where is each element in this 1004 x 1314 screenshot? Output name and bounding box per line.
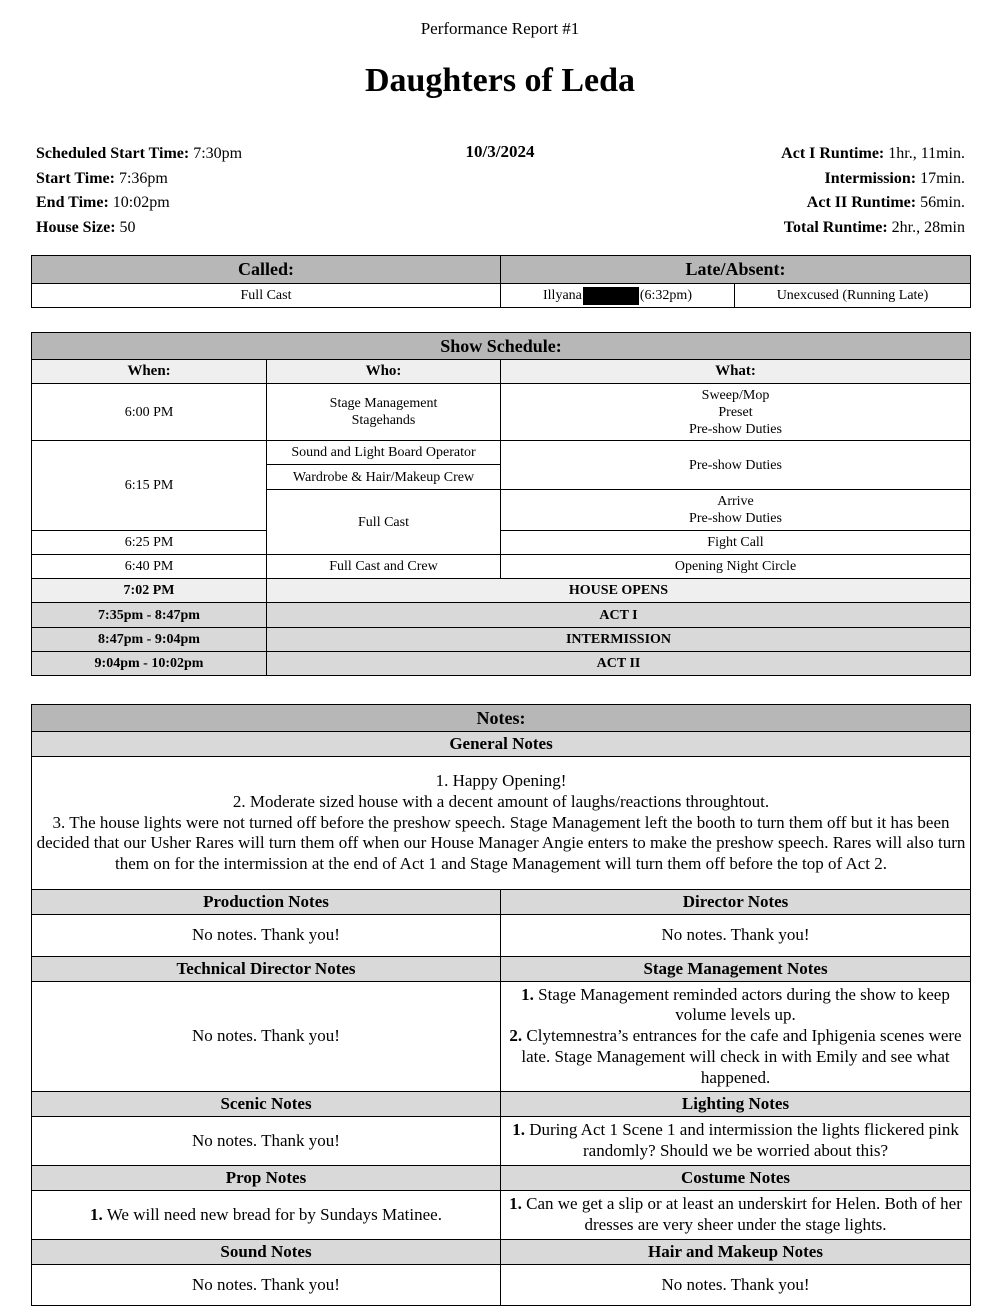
house-size-row: House Size: 50 <box>36 218 136 236</box>
schedule-when: 6:15 PM <box>32 441 267 531</box>
table-row <box>32 441 971 465</box>
schedule-event: ACT I <box>267 603 971 628</box>
costume-notes-header: Costume Notes <box>501 1166 971 1191</box>
start-time-row: Start Time: 7:36pm <box>36 169 168 187</box>
schedule-who: Stage Management Stagehands <box>267 384 501 441</box>
called-header: Called: <box>32 256 501 284</box>
act2-runtime-row: Act II Runtime: 56min. <box>806 194 965 211</box>
table-row <box>32 531 971 555</box>
director-notes-body: No notes. Thank you! <box>501 915 971 957</box>
act1-runtime-row: Act I Runtime: 1hr., 11min. <box>781 145 965 162</box>
runtime-info-right <box>781 142 965 240</box>
general-note: 2. Moderate sized house with a decent amount of laughs/reactions throughtout. <box>232 791 770 811</box>
technical-notes-body: No notes. Thank you! <box>32 982 501 1092</box>
general-notes-body <box>32 757 971 890</box>
general-notes-row <box>32 757 971 890</box>
scheduled-start-row: Scheduled Start Time: 7:30pm <box>36 145 243 162</box>
schedule-what: Opening Night Circle <box>501 555 971 579</box>
general-notes-header: General Notes <box>32 732 971 757</box>
redaction-block <box>583 287 639 305</box>
late-name: Illyana <box>543 287 582 303</box>
end-time-row: End Time: 10:02pm <box>36 194 170 211</box>
notes-table <box>31 704 971 1306</box>
production-notes-body: No notes. Thank you! <box>32 915 501 957</box>
technical-notes-header: Technical Director Notes <box>32 957 501 982</box>
costume-notes-body: 1. Can we get a slip or at least an underskirt for Helen. Both of her dresses are very sheer under the stage lights. <box>501 1191 971 1240</box>
schedule-title: Show Schedule: <box>32 333 971 360</box>
schedule-who: Sound and Light Board Operator <box>267 441 501 465</box>
hair-makeup-notes-body: No notes. Thank you! <box>501 1265 971 1306</box>
general-note: 3. The house lights were not turned off before the preshow speech. Stage Management left the booth to turn them off but it has been decided that our Usher Rares will turn them off when our House Manager Angie enters to make the preshow speech. Rares will also turn them on for the intermission at the end of Act 1 and Stage Management will turn them off before the top of Act 2. <box>36 812 966 874</box>
prop-notes-body: 1. We will need new bread for by Sundays Matinee. <box>32 1191 501 1240</box>
col-when: When: <box>32 360 267 384</box>
table-row <box>32 628 971 652</box>
table-row <box>32 652 971 676</box>
late-reason: Unexcused (Running Late) <box>735 284 971 308</box>
notes-title: Notes: <box>32 705 971 732</box>
table-row <box>32 555 971 579</box>
show-schedule-table <box>31 332 971 676</box>
late-person <box>501 284 735 308</box>
schedule-when: 9:04pm - 10:02pm <box>32 652 267 676</box>
schedule-when: 6:25 PM <box>32 531 267 555</box>
schedule-when: 7:02 PM <box>32 579 267 603</box>
schedule-who: Full Cast and Crew <box>267 555 501 579</box>
stage-management-notes-body <box>501 982 971 1092</box>
scenic-notes-header: Scenic Notes <box>32 1092 501 1117</box>
called-value: Full Cast <box>32 284 501 308</box>
note-item: 2. Clytemnestra’s entrances for the cafe and Iphigenia scenes were late. Stage Management will check in with Emily and see what happened. <box>509 1026 962 1087</box>
schedule-event: INTERMISSION <box>267 628 971 652</box>
table-row <box>32 579 971 603</box>
schedule-when: 7:35pm - 8:47pm <box>32 603 267 628</box>
report-number: Performance Report #1 <box>420 19 580 38</box>
schedule-who: Full Cast <box>267 490 501 555</box>
note-item: 1. Stage Management reminded actors during the show to keep volume levels up. <box>521 984 950 1025</box>
table-row <box>32 603 971 628</box>
hair-makeup-notes-header: Hair and Makeup Notes <box>501 1240 971 1265</box>
schedule-what: Sweep/Mop Preset Pre-show Duties <box>501 384 971 441</box>
sound-notes-header: Sound Notes <box>32 1240 501 1265</box>
schedule-event: ACT II <box>267 652 971 676</box>
stage-management-notes-header: Stage Management Notes <box>501 957 971 982</box>
total-runtime-row: Total Runtime: 2hr., 28min <box>783 218 965 236</box>
general-note: 1. Happy Opening! <box>435 771 567 790</box>
director-notes-header: Director Notes <box>501 890 971 915</box>
schedule-when: 6:40 PM <box>32 555 267 579</box>
schedule-what: Fight Call <box>501 531 971 555</box>
col-who: Who: <box>267 360 501 384</box>
page-title: Daughters of Leda <box>364 62 636 99</box>
production-notes-header: Production Notes <box>32 890 501 915</box>
scenic-notes-body: No notes. Thank you! <box>32 1117 501 1166</box>
lighting-notes-body: 1. During Act 1 Scene 1 and intermission the lights flickered pink randomly? Should we be worried about this? <box>501 1117 971 1166</box>
intermission-row: Intermission: 17min. <box>824 169 965 187</box>
col-what: What: <box>501 360 971 384</box>
table-row <box>32 384 971 441</box>
prop-notes-header: Prop Notes <box>32 1166 501 1191</box>
sound-notes-body: No notes. Thank you! <box>32 1265 501 1306</box>
late-absent-header: Late/Absent: <box>501 256 971 284</box>
lighting-notes-header: Lighting Notes <box>501 1092 971 1117</box>
schedule-when: 6:00 PM <box>32 384 267 441</box>
schedule-what: Pre-show Duties <box>501 441 971 490</box>
late-time: (6:32pm) <box>639 287 692 303</box>
report-date: 10/3/2024 <box>465 142 535 161</box>
schedule-who: Wardrobe & Hair/Makeup Crew <box>267 465 501 490</box>
schedule-what: Arrive Pre-show Duties <box>501 490 971 531</box>
called-table <box>31 255 971 308</box>
schedule-when: 8:47pm - 9:04pm <box>32 628 267 652</box>
timing-info-left <box>36 142 242 240</box>
schedule-event: HOUSE OPENS <box>267 579 971 603</box>
